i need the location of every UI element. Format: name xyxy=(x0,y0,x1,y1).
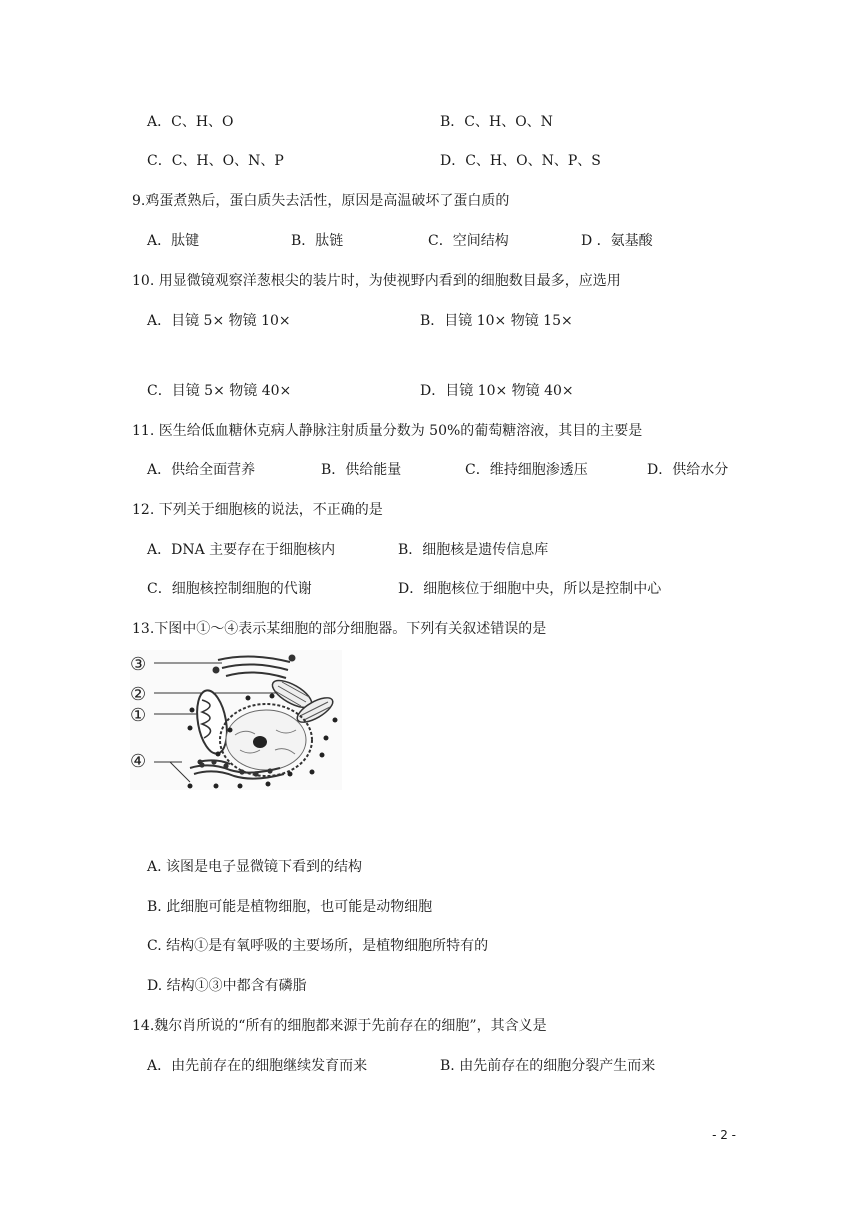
q11-option-c: C．维持细胞渗透压 xyxy=(465,462,588,478)
q11-option-a: A．供给全面营养 xyxy=(147,462,256,478)
q8-option-b: B．C、H、O、N xyxy=(440,114,553,130)
label-2: ② xyxy=(130,684,147,705)
q13-option-d: D. 结构①③中都含有磷脂 xyxy=(147,978,307,994)
q8-option-a: A．C、H、O xyxy=(147,114,234,130)
q12-option-c: C．细胞核控制细胞的代谢 xyxy=(147,581,312,597)
page-number: - 2 - xyxy=(712,1128,736,1142)
q10-option-d: D．目镜 10× 物镜 40× xyxy=(420,383,574,399)
label-1: ① xyxy=(130,705,147,726)
q13-option-a: A. 该图是电子显微镜下看到的结构 xyxy=(147,859,363,875)
q13-option-b: B. 此细胞可能是植物细胞，也可能是动物细胞 xyxy=(147,899,433,915)
q11-stem: 11. 医生给低血糖休克病人静脉注射质量分数为 50%的葡萄糖溶液，其目的主要是 xyxy=(132,423,643,439)
q10-stem: 10. 用显微镜观察洋葱根尖的装片时，为使视野内看到的细胞数目最多，应选用 xyxy=(132,273,621,289)
q11-option-d: D．供给水分 xyxy=(647,462,729,478)
q13-stem: 13.下图中①～④表示某细胞的部分细胞器。下列有关叙述错误的是 xyxy=(132,621,547,637)
label-4: ④ xyxy=(130,751,147,772)
q9-option-d: D ．氨基酸 xyxy=(581,233,653,249)
q10-option-b: B．目镜 10× 物镜 15× xyxy=(420,313,573,329)
q14-stem: 14.魏尔肖所说的“所有的细胞都来源于先前存在的细胞”，其含义是 xyxy=(132,1018,547,1034)
q8-option-d: D．C、H、O、N、P、S xyxy=(440,153,601,169)
q9-stem: 9.鸡蛋煮熟后，蛋白质失去活性，原因是高温破坏了蛋白质的 xyxy=(132,193,510,209)
q10-option-c: C．目镜 5× 物镜 40× xyxy=(147,383,292,399)
q11-option-b: B．供给能量 xyxy=(321,462,402,478)
cell-organelle-diagram xyxy=(130,650,342,790)
q12-stem: 12. 下列关于细胞核的说法，不正确的是 xyxy=(132,502,383,518)
q14-option-b: B. 由先前存在的细胞分裂产生而来 xyxy=(440,1058,656,1074)
q9-option-a: A．肽键 xyxy=(147,233,200,249)
q12-option-d: D．细胞核位于细胞中央，所以是控制中心 xyxy=(398,581,662,597)
q10-option-a: A．目镜 5× 物镜 10× xyxy=(147,313,291,329)
q14-option-a: A．由先前存在的细胞继续发育而来 xyxy=(147,1058,368,1074)
q12-option-a: A．DNA 主要存在于细胞核内 xyxy=(147,542,336,558)
q9-option-b: B．肽链 xyxy=(291,233,344,249)
q8-option-c: C．C、H、O、N、P xyxy=(147,153,284,169)
label-3: ③ xyxy=(130,654,147,675)
q12-option-b: B．细胞核是遗传信息库 xyxy=(398,542,549,558)
q9-option-c: C．空间结构 xyxy=(428,233,509,249)
q13-option-c: C. 结构①是有氧呼吸的主要场所，是植物细胞所特有的 xyxy=(147,938,489,954)
